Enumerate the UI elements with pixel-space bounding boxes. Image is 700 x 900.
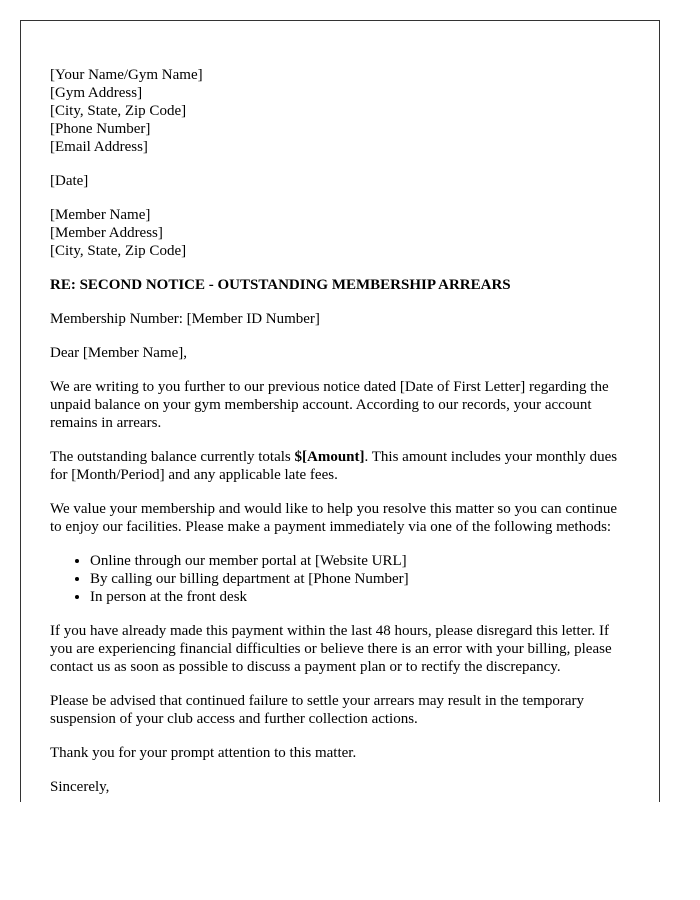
balance-text-end: . This amount includes your monthly dues for [Month/Period] and any applicable late fees. bbox=[50, 449, 618, 483]
sender-line: [Phone Number] bbox=[50, 121, 151, 137]
salutation: Dear [Member Name], bbox=[50, 345, 188, 361]
recipient-line: [Member Address] bbox=[50, 225, 163, 241]
sender-line: [Gym Address] bbox=[50, 85, 143, 101]
closing: Sincerely, bbox=[50, 779, 110, 795]
list-item: • By calling our billing department at [Phone Number] bbox=[90, 570, 630, 588]
paragraph-disregard: If you have already made this payment within the last 48 hours, please disregard this letter. If you are experiencing financial difficulties or believe there is an error with your billing, please contact us as soon as possible to discuss a payment plan or to rectify the discrepancy. bbox=[50, 623, 612, 675]
sender-line: [City, State, Zip Code] bbox=[50, 103, 187, 119]
recipient-address bbox=[50, 206, 630, 260]
balance-amount: $[Amount] bbox=[294, 449, 365, 465]
sender-line: [Your Name/Gym Name] bbox=[50, 67, 203, 83]
subject-line: RE: SECOND NOTICE - OUTSTANDING MEMBERSHIP ARREARS bbox=[50, 277, 511, 293]
balance-text: The outstanding balance currently totals bbox=[50, 449, 295, 465]
paragraph-thanks: Thank you for your prompt attention to this matter. bbox=[50, 745, 357, 761]
letter-date: [Date] bbox=[50, 173, 89, 189]
payment-methods-list bbox=[50, 552, 630, 606]
paragraph-payment-intro: We value your membership and would like to help you resolve this matter so you can continue to enjoy our facilities. Please make a payment immediately via one of the following methods: bbox=[50, 501, 617, 535]
letter-page bbox=[20, 20, 660, 802]
sender-line: [Email Address] bbox=[50, 139, 148, 155]
paragraph-previous-notice: We are writing to you further to our previous notice dated [Date of First Letter] regarding the unpaid balance on your gym membership account. According to our records, your account remains in arrears. bbox=[50, 379, 609, 431]
membership-number: Membership Number: [Member ID Number] bbox=[50, 311, 320, 327]
list-item: • Online through our member portal at [Website URL] bbox=[90, 552, 630, 570]
paragraph-balance bbox=[50, 448, 630, 484]
list-item: • In person at the front desk bbox=[90, 588, 630, 606]
recipient-line: [Member Name] bbox=[50, 207, 151, 223]
paragraph-warning: Please be advised that continued failure to settle your arrears may result in the temporary suspension of your club access and further collection actions. bbox=[50, 693, 584, 727]
recipient-line: [City, State, Zip Code] bbox=[50, 243, 187, 259]
